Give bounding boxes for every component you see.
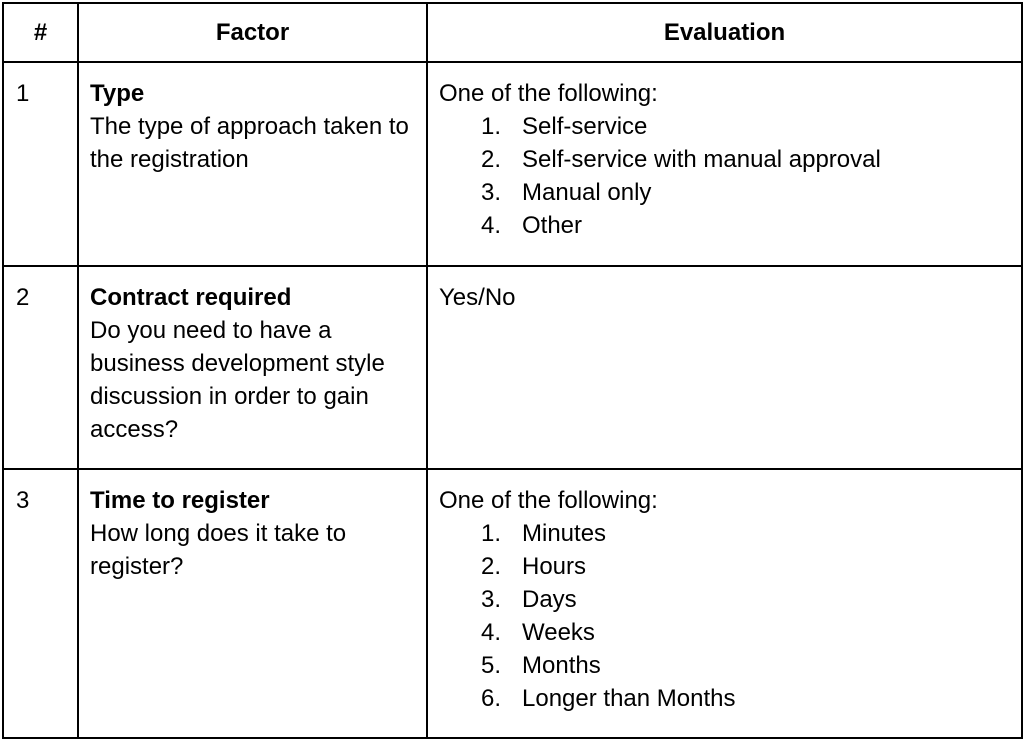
list-item (439, 649, 1011, 682)
table-row (3, 469, 1022, 738)
option-label: Days (522, 586, 577, 613)
factor-title: Contract required (90, 284, 292, 311)
option-label: Longer than Months (522, 685, 736, 712)
factor-cell (78, 469, 427, 738)
option-label: Months (522, 652, 601, 679)
list-item (439, 110, 1011, 143)
evaluation-cell (427, 62, 1022, 266)
factor-cell (78, 266, 427, 469)
list-item (439, 616, 1011, 649)
evaluation-intro: One of the following: (439, 487, 658, 514)
factor-description: How long does it take to register? (90, 520, 347, 580)
option-index: 2. (481, 553, 502, 580)
options-list (439, 517, 1011, 715)
evaluation-cell (427, 266, 1022, 469)
option-label: Other (522, 212, 583, 239)
option-index: 5. (481, 652, 502, 679)
header-row (3, 3, 1022, 62)
factor-title: Time to register (90, 487, 270, 514)
option-index: 3. (481, 586, 502, 613)
row-number: 3 (3, 469, 78, 738)
header-factor: Factor (78, 3, 427, 62)
option-label: Minutes (522, 520, 607, 547)
list-item (439, 517, 1011, 550)
option-index: 1. (481, 520, 502, 547)
option-label: Self-service (522, 113, 648, 140)
table-row (3, 62, 1022, 266)
option-label: Manual only (522, 179, 652, 206)
option-index: 3. (481, 179, 502, 206)
list-item (439, 583, 1011, 616)
row-number: 1 (3, 62, 78, 266)
factor-description: Do you need to have a business development style discussion in order to gain access? (90, 317, 385, 443)
option-index: 2. (481, 146, 502, 173)
option-index: 1. (481, 113, 502, 140)
option-index: 6. (481, 685, 502, 712)
option-label: Hours (522, 553, 587, 580)
option-label: Self-service with manual approval (522, 146, 881, 173)
row-number: 2 (3, 266, 78, 469)
factor-title: Type (90, 80, 145, 107)
option-index: 4. (481, 212, 502, 239)
evaluation-cell (427, 469, 1022, 738)
factor-cell (78, 62, 427, 266)
list-item (439, 176, 1011, 209)
option-label: Weeks (522, 619, 595, 646)
evaluation-intro: Yes/No (439, 284, 516, 311)
table-row (3, 266, 1022, 469)
factor-description: The type of approach taken to the registration (90, 113, 409, 173)
list-item (439, 209, 1011, 242)
header-evaluation: Evaluation (427, 3, 1022, 62)
option-index: 4. (481, 619, 502, 646)
list-item (439, 682, 1011, 715)
options-list (439, 110, 1011, 242)
factors-table (2, 2, 1023, 739)
list-item (439, 143, 1011, 176)
evaluation-intro: One of the following: (439, 80, 658, 107)
list-item (439, 550, 1011, 583)
header-num: # (3, 3, 78, 62)
